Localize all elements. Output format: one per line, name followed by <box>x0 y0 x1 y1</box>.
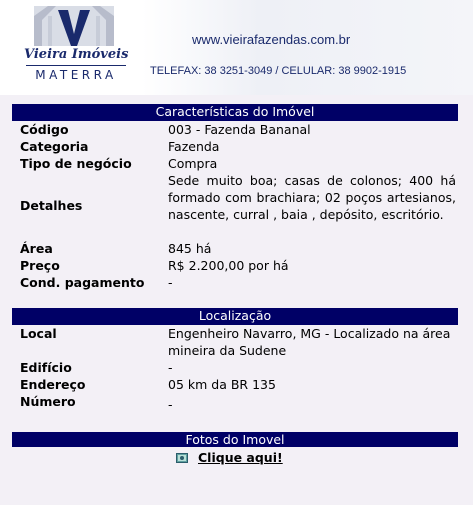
row-detalhes <box>12 172 458 240</box>
value-area: 845 há <box>168 241 212 256</box>
caracteristicas-table <box>12 119 458 291</box>
value-categoria: Fazenda <box>168 139 220 154</box>
row-tipo <box>12 155 458 172</box>
fotos-section <box>12 432 458 447</box>
row-numero <box>12 393 458 410</box>
localizacao-section <box>12 308 458 410</box>
caracteristicas-section <box>12 104 458 291</box>
row-preco <box>12 257 458 274</box>
value-detalhes: Sede muito boa; casas de colonos; 400 há formado com brachiara; 02 poços artesianos, nascente, curral , baia , depósito, escritório. <box>168 173 456 222</box>
value-codigo: 003 - Fazenda Bananal <box>168 122 311 137</box>
logo-emblem-icon <box>34 6 114 50</box>
label-local: Local <box>20 326 57 341</box>
label-preco: Preço <box>20 258 60 273</box>
row-edificio <box>12 359 458 376</box>
logo-brand: MATERRA <box>35 68 117 82</box>
value-pagamento: - <box>168 275 173 290</box>
label-detalhes: Detalhes <box>20 198 83 213</box>
logo-divider <box>26 65 126 66</box>
value-endereco: 05 km da BR 135 <box>168 377 276 392</box>
value-local: Engenheiro Navarro, MG - Localizado na área mineira da Sudene <box>168 326 451 358</box>
contact-info: TELEFAX: 38 3251-3049 / CELULAR: 38 9902-1915 <box>150 65 407 77</box>
row-categoria <box>12 138 458 155</box>
localizacao-table <box>12 323 458 410</box>
photo-link-container <box>176 450 283 465</box>
fotos-title: Fotos do Imovel <box>12 432 458 447</box>
value-numero: - <box>168 397 173 412</box>
logo-company-name: Vieira Imóveis <box>24 47 129 62</box>
photo-gallery-icon <box>176 453 188 463</box>
label-edificio: Edifício <box>20 360 72 375</box>
row-endereco <box>12 376 458 393</box>
label-endereco: Endereço <box>20 377 86 392</box>
row-codigo <box>12 121 458 138</box>
website-link[interactable]: www.vieirafazendas.com.br <box>192 32 351 47</box>
site-header <box>0 0 473 95</box>
label-numero: Número <box>20 394 76 409</box>
row-area <box>12 240 458 257</box>
value-edificio: - <box>168 360 173 375</box>
label-codigo: Código <box>20 122 69 137</box>
row-local <box>12 325 458 359</box>
value-tipo: Compra <box>168 156 218 171</box>
fotos-link[interactable]: Clique aqui! <box>198 450 283 465</box>
caracteristicas-title: Características do Imóvel <box>12 104 458 119</box>
localizacao-title: Localização <box>12 308 458 323</box>
label-tipo: Tipo de negócio <box>20 156 132 171</box>
row-pagamento <box>12 274 458 291</box>
label-pagamento: Cond. pagamento <box>20 275 145 290</box>
label-area: Área <box>20 241 53 256</box>
company-logo[interactable] <box>22 6 130 86</box>
value-preco: R$ 2.200,00 por há <box>168 258 289 273</box>
label-categoria: Categoria <box>20 139 89 154</box>
